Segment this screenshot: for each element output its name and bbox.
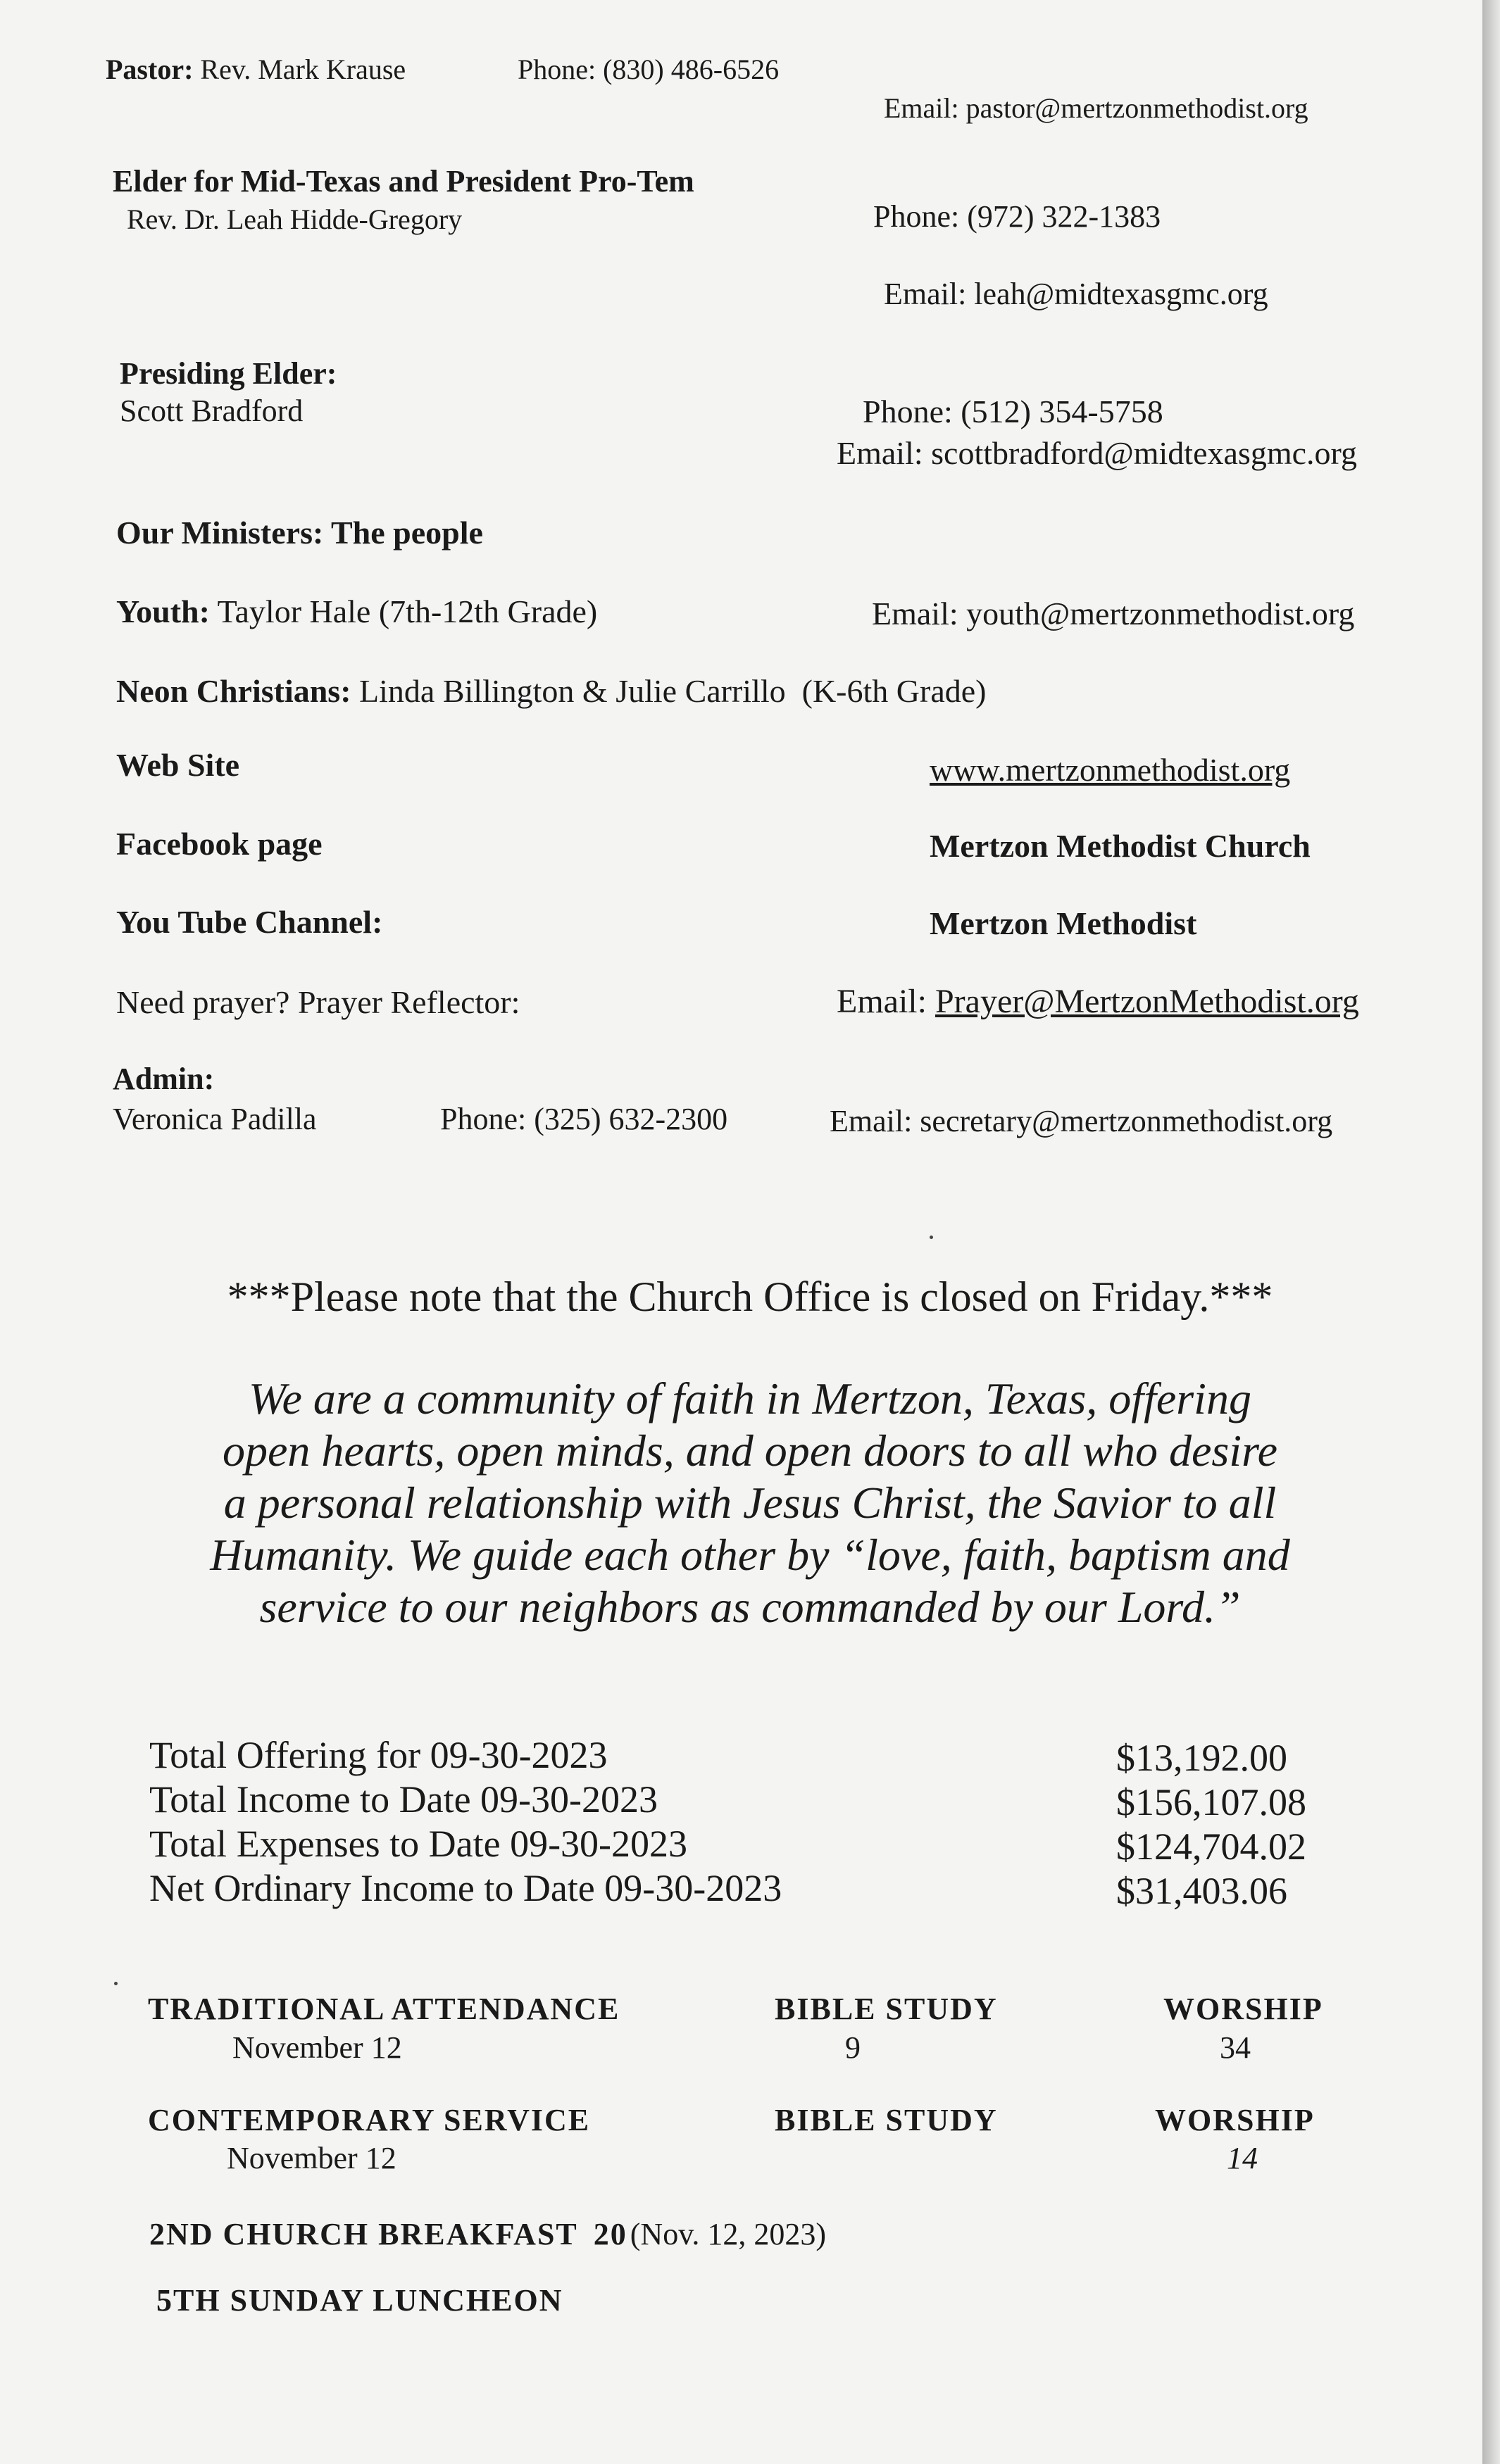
- website-link[interactable]: www.mertzonmethodist.org: [930, 752, 1291, 788]
- elder-label: Elder for Mid-Texas and President Pro-Tem: [113, 164, 694, 199]
- youtube-label: You Tube Channel:: [116, 904, 383, 940]
- youtube-channel-name: Mertzon Methodist: [930, 905, 1197, 941]
- breakfast-label: 2ND CHURCH BREAKFAST: [149, 2217, 578, 2251]
- financial-amount: $13,192.00: [1116, 1737, 1287, 1779]
- contemporary-bible-study-label: BIBLE STUDY: [775, 2103, 998, 2137]
- presiding-elder-email: Email: scottbradford@midtexasgmc.org: [837, 435, 1358, 471]
- admin-phone: Phone: (325) 632-2300: [440, 1102, 728, 1136]
- office-closed-notice: ***Please note that the Church Office is closed on Friday.***: [227, 1274, 1273, 1320]
- mission-statement: [0, 1373, 1500, 1633]
- traditional-attendance-title: TRADITIONAL ATTENDANCE: [148, 1992, 620, 2026]
- stray-mark: [114, 1982, 118, 1985]
- financial-amount: $156,107.08: [1116, 1781, 1306, 1823]
- pastor-label: Pastor:: [106, 54, 194, 85]
- stray-mark: [930, 1236, 933, 1239]
- prayer-email-label: Email:: [837, 983, 927, 1020]
- youth-email: Email: youth@mertzonmethodist.org: [872, 596, 1355, 631]
- pastor-email: Email: pastor@mertzonmethodist.org: [884, 92, 1308, 124]
- neon-row: [116, 672, 986, 710]
- pastor-phone: Phone: (830) 486-6526: [518, 54, 780, 85]
- youth-row: [116, 593, 597, 630]
- elder-email: Email: leah@midtexasgmc.org: [884, 277, 1268, 311]
- neon-names: Linda Billington & Julie Carrillo (K-6th Grade): [359, 673, 987, 709]
- financial-label: Total Income to Date 09-30-2023: [149, 1778, 658, 1821]
- mission-line: Humanity. We guide each other by “love, faith, baptism and: [210, 1530, 1290, 1580]
- prayer-label: Need prayer? Prayer Reflector:: [116, 984, 520, 1020]
- ministers-line: Our Ministers: The people: [116, 515, 483, 551]
- pastor-name: Rev. Mark Krause: [200, 54, 406, 85]
- financial-label: Net Ordinary Income to Date 09-30-2023: [149, 1867, 782, 1909]
- neon-label: Neon Christians:: [116, 673, 351, 709]
- elder-phone: Phone: (972) 322-1383: [873, 199, 1161, 234]
- luncheon-label: 5TH SUNDAY LUNCHEON: [156, 2283, 563, 2318]
- financial-labels: [149, 1733, 782, 1911]
- elder-name: Rev. Dr. Leah Hidde-Gregory: [127, 203, 463, 235]
- admin-label: Admin:: [113, 1062, 215, 1096]
- facebook-label: Facebook page: [116, 826, 323, 862]
- mission-line: open hearts, open minds, and open doors to all who desire: [223, 1426, 1277, 1476]
- youth-label: Youth:: [116, 593, 210, 629]
- page-edge-shadow: [1482, 0, 1500, 2464]
- admin-name: Veronica Padilla: [113, 1102, 317, 1136]
- financial-label: Total Expenses to Date 09-30-2023: [149, 1823, 688, 1865]
- website-label: Web Site: [116, 747, 240, 783]
- contemporary-worship-count: 14: [1227, 2141, 1258, 2175]
- traditional-worship-count: 34: [1220, 2030, 1251, 2065]
- contemporary-service-date: November 12: [227, 2141, 396, 2175]
- breakfast-count: 20: [593, 2217, 627, 2251]
- traditional-worship-label: WORSHIP: [1163, 1992, 1323, 2026]
- prayer-email-link[interactable]: Prayer@MertzonMethodist.org: [935, 983, 1359, 1020]
- mission-line: We are a community of faith in Mertzon, Texas, offering: [249, 1374, 1251, 1423]
- financial-label: Total Offering for 09-30-2023: [149, 1734, 608, 1776]
- financial-amount: $124,704.02: [1116, 1825, 1306, 1868]
- contemporary-service-title: CONTEMPORARY SERVICE: [148, 2103, 591, 2137]
- breakfast-date: (Nov. 12, 2023): [630, 2217, 827, 2251]
- financial-amount: $31,403.06: [1116, 1870, 1287, 1912]
- facebook-page-name: Mertzon Methodist Church: [930, 828, 1311, 864]
- youth-name: Taylor Hale (7th-12th Grade): [217, 593, 598, 629]
- breakfast-row: [149, 2216, 826, 2252]
- pastor-row: [106, 53, 406, 86]
- traditional-attendance-date: November 12: [232, 2030, 402, 2065]
- presiding-elder-name: Scott Bradford: [120, 394, 304, 428]
- contemporary-worship-label: WORSHIP: [1155, 2103, 1315, 2137]
- admin-email: Email: secretary@mertzonmethodist.org: [830, 1104, 1333, 1138]
- prayer-email-row: [837, 982, 1359, 1021]
- presiding-elder-phone: Phone: (512) 354-5758: [863, 394, 1163, 429]
- financial-amounts: [1116, 1736, 1306, 1913]
- traditional-bible-study-count: 9: [845, 2030, 861, 2065]
- presiding-elder-label: Presiding Elder:: [120, 356, 337, 391]
- traditional-bible-study-label: BIBLE STUDY: [775, 1992, 998, 2026]
- mission-line: service to our neighbors as commanded by our Lord.”: [259, 1582, 1241, 1632]
- mission-line: a personal relationship with Jesus Christ, the Savior to all: [223, 1478, 1277, 1528]
